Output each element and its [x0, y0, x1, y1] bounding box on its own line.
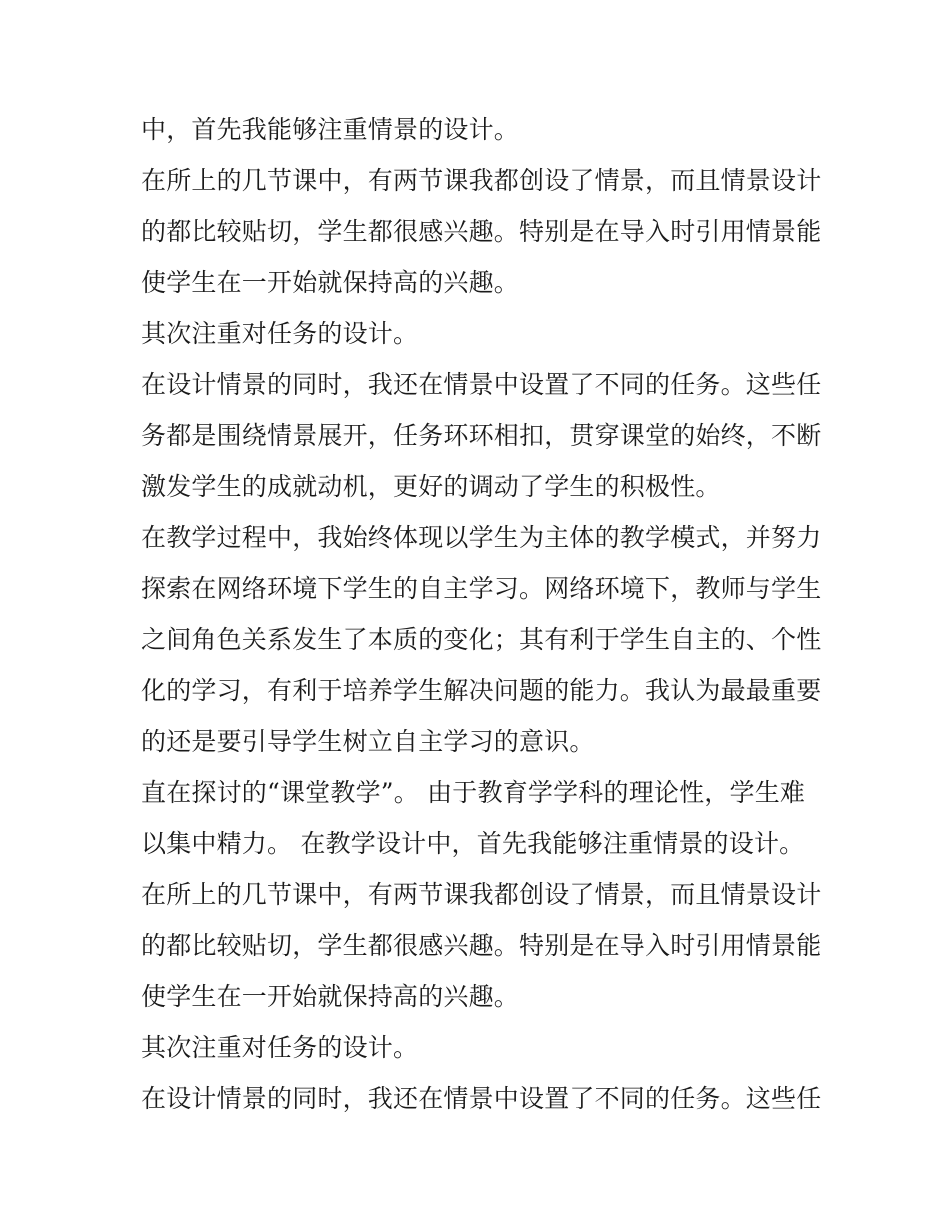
text-line: 在设计情景的同时，我还在情景中设置了不同的任务。这些任 [141, 370, 822, 399]
text-line: 使学生在一开始就保持高的兴趣。 [141, 982, 520, 1011]
text-line: 的都比较贴切，学生都很感兴趣。特别是在导入时引用情景能 [141, 217, 822, 246]
text-line: 使学生在一开始就保持高的兴趣。 [141, 268, 520, 297]
body-text [141, 104, 841, 1124]
text-line: 以集中精力。 在教学设计中，首先我能够注重情景的设计。 [141, 829, 805, 858]
text-line: 在所上的几节课中，有两节课我都创设了情景，而且情景设计 [141, 166, 822, 195]
text-line: 探索在网络环境下学生的自主学习。网络环境下，教师与学生 [141, 574, 822, 603]
text-line: 在设计情景的同时，我还在情景中设置了不同的任务。这些任 [141, 1084, 822, 1113]
text-line: 的还是要引导学生树立自主学习的意识。 [141, 727, 595, 756]
text-line: 其次注重对任务的设计。 [141, 1033, 419, 1062]
text-line: 其次注重对任务的设计。 [141, 319, 419, 348]
text-line: 中，首先我能够注重情景的设计。 [141, 115, 520, 144]
text-line: 之间角色关系发生了本质的变化；其有利于学生自主的、个性 [141, 625, 822, 654]
text-line: 的都比较贴切，学生都很感兴趣。特别是在导入时引用情景能 [141, 931, 822, 960]
text-line: 务都是围绕情景展开，任务环环相扣，贯穿课堂的始终，不断 [141, 421, 822, 450]
text-line: 在所上的几节课中，有两节课我都创设了情景，而且情景设计 [141, 880, 822, 909]
text-line: 化的学习，有利于培养学生解决问题的能力。我认为最最重要 [141, 676, 822, 705]
text-line: 激发学生的成就动机，更好的调动了学生的积极性。 [141, 472, 721, 501]
text-line: 在教学过程中，我始终体现以学生为主体的教学模式，并努力 [141, 523, 822, 552]
text-line: 直在探讨的“课堂教学”。 由于教育学学科的理论性，学生难 [141, 778, 806, 807]
